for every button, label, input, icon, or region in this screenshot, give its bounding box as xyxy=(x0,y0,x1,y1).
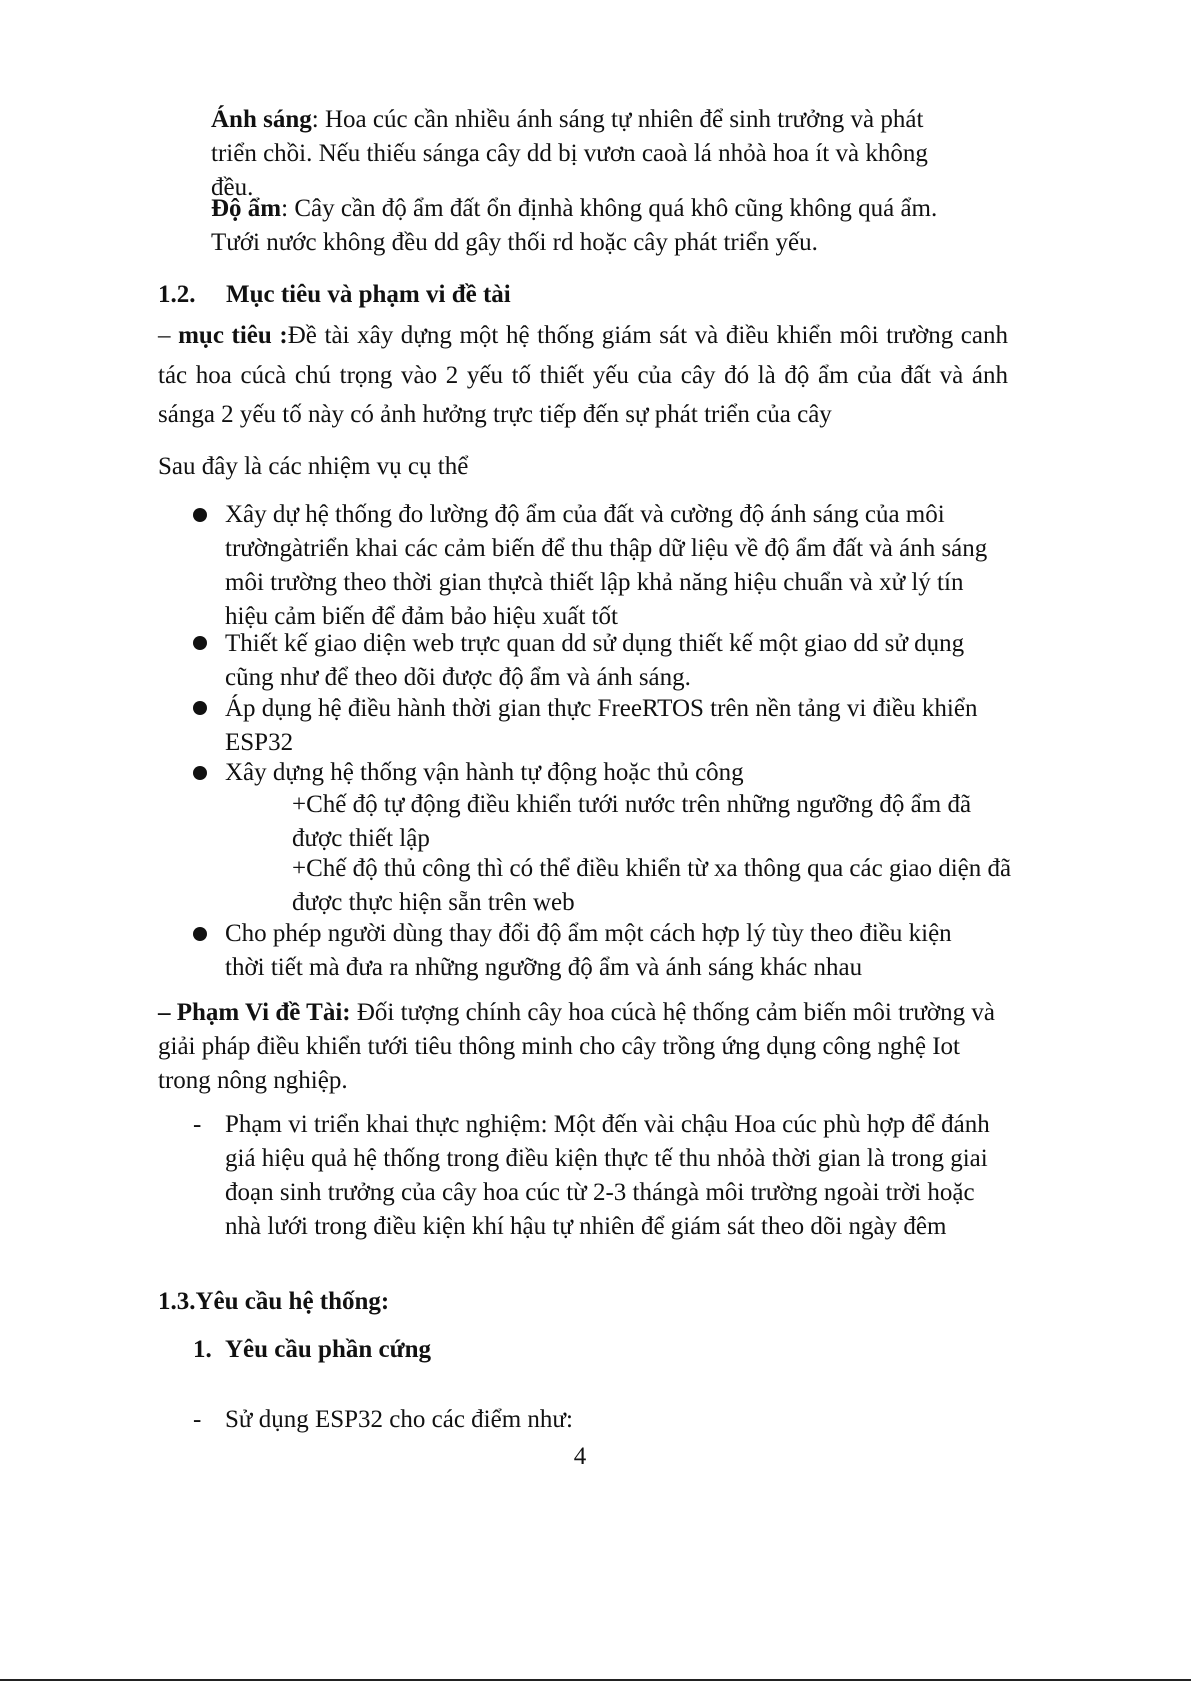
task-item: Cho phép người dùng thay đổi độ ẩm một cách hợp lý tùy theo điều kiện thời tiết mà đưa ra những ngưỡng độ ẩm và ánh sáng khác nhau xyxy=(225,920,952,981)
light-paragraph xyxy=(211,103,971,205)
tasks-intro: Sau đây là các nhiệm vụ cụ thể xyxy=(158,453,469,480)
hardware-number: 1. xyxy=(193,1336,212,1363)
bullet-icon xyxy=(193,927,207,941)
light-label: Ánh sáng xyxy=(211,106,312,133)
humidity-paragraph xyxy=(211,192,971,260)
page-number: 4 xyxy=(573,1443,587,1470)
dash-marker: - xyxy=(193,1406,202,1433)
section-1-2-number: 1.2. xyxy=(158,281,196,308)
bullet-icon xyxy=(193,701,207,715)
humidity-label: Độ ẩm xyxy=(211,195,282,222)
hardware-heading xyxy=(193,1333,893,1367)
section-1-2-title: Mục tiêu và phạm vi đề tài xyxy=(226,281,511,308)
scope-paragraph xyxy=(158,996,1008,1098)
page-bottom-rule xyxy=(0,1679,1191,1681)
bullet-icon xyxy=(193,636,207,650)
bullet-icon xyxy=(193,766,207,780)
task-item: Xây dựng hệ thống vận hành tự động hoặc thủ công xyxy=(225,759,744,786)
section-1-2-heading xyxy=(158,278,958,312)
humidity-text: : Cây cần độ ẩm đất ổn địnhà không quá khô cũng không quá ẩm. Tưới nước không đều dd gây thối rd hoặc cây phát triển yếu. xyxy=(211,195,938,256)
section-1-3-heading: 1.3.Yêu cầu hệ thống: xyxy=(158,1288,390,1315)
hardware-title: Yêu cầu phần cứng xyxy=(225,1336,432,1363)
task-item: Xây dự hệ thống đo lường độ ẩm của đất và cường độ ánh sáng của môi trườngàtriển khai các cảm biến để thu thập dữ liệu về độ ẩm đất và ánh sáng môi trường theo thời gian thựcà thiết lập khả năng hiệu chuẩn và xử lý tín hiệu cảm biến để đảm bảo hiệu xuất tốt xyxy=(225,501,988,630)
light-text: : Hoa cúc cần nhiều ánh sáng tự nhiên để sinh trưởng và phát triển chồi. Nếu thiếu sánga cây dd bị vươn caoà lá nhỏà hoa ít và không đều. xyxy=(211,106,928,201)
scope-prefix: – xyxy=(158,999,177,1026)
dash-marker: - xyxy=(193,1111,202,1138)
mode-item: +Chế độ thủ công thì có thể điều khiển từ xa thông qua các giao diện đã được thực hiện sẵn trên web xyxy=(292,855,1012,916)
goal-text: Đề tài xây dựng một hệ thống giám sát và điều khiển môi trường canh tác hoa cúcà chú trọng vào 2 yếu tố thiết yếu của cây đó là độ ẩm của đất và ánh sánga 2 yếu tố này có ảnh hưởng trực tiếp đến sự phát triển của cây xyxy=(158,322,1008,428)
esp32-item: Sử dụng ESP32 cho các điểm như: xyxy=(225,1406,573,1433)
scope-text: Đối tượng chính cây hoa cúcà hệ thống cảm biến môi trường và giải pháp điều khiển tưới tiêu thông minh cho cây trồng ứng dụng công nghệ Iot trong nông nghiệp. xyxy=(158,999,995,1094)
goal-label: mục tiêu : xyxy=(178,322,288,349)
goal-prefix: – xyxy=(158,322,179,349)
scope-label: Phạm Vi đề Tài: xyxy=(176,999,351,1026)
bullet-icon xyxy=(193,508,207,522)
mode-item: +Chế độ tự động điều khiển tưới nước trên những ngưỡng độ ẩm đã được thiết lập xyxy=(292,791,972,852)
task-item: Áp dụng hệ điều hành thời gian thực FreeRTOS trên nền tảng vi điều khiển ESP32 xyxy=(225,695,978,756)
scope-detail: Phạm vi triển khai thực nghiệm: Một đến vài chậu Hoa cúc phù hợp để đánh giá hiệu quả hệ thống trong điều kiện thực tế thu nhỏà thời gian là trong giai đoạn sinh trưởng của cây hoa cúc từ 2-3 thángà môi trường ngoài trời hoặc nhà lưới trong điều kiện khí hậu tự nhiên để giám sát theo dõi ngày đêm xyxy=(225,1111,990,1240)
goal-paragraph xyxy=(158,316,1008,435)
task-item: Thiết kế giao diện web trực quan dd sử dụng thiết kế một giao dd sử dụng cũng như để theo dõi được độ ẩm và ánh sáng. xyxy=(225,630,965,691)
